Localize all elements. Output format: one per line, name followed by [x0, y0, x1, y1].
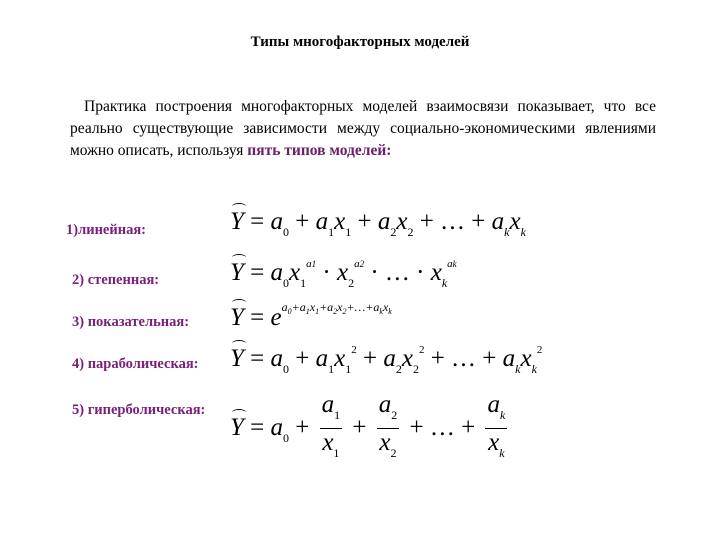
- intro-highlight: пять типов моделей:: [247, 142, 392, 159]
- model-label-parabolic: 4) параболическая:: [72, 356, 199, 372]
- intro-text: Практика построения многофакторных моделей взаимосвязи показывает, что все реально существующие зависимости между социально-экономическими явлениями можно описать, используя: [70, 98, 656, 159]
- slide-title: Типы многофакторных моделей: [250, 34, 470, 50]
- model-label-hyperbolic: 5) гиперболическая:: [72, 402, 206, 418]
- formula-power: $Y = a_0x_1^{a1} \cdot x_2^{a2}$ · … · $x_k^{ak}$: [230, 258, 457, 290]
- model-label-exponential: 3) показательная:: [72, 314, 190, 330]
- formula-exponential: $Y = e^{a_0+a_1x_1+a_2x_2+\dots+a_kx_k}$: [230, 300, 392, 331]
- model-label-linear: 1)линейная:: [66, 222, 146, 238]
- model-label-power: 2) степенная:: [72, 272, 160, 288]
- formula-linear: $Y = a_0 + a_1x_1 + a_2x_2$ + … + $a_kx_k$: [230, 208, 526, 239]
- intro-paragraph: [70, 96, 656, 162]
- formula-parabolic: $Y = a_0 + a_1x_1^2 + a_2x_2^2$ + … + $a_kx_k^2$: [230, 344, 543, 376]
- formula-hyperbolic: $Y = a_0$ + $\frac{a_1}{x_1}$ + $\frac{a_2}{x_2}$ + … + $\frac{a_k}{x_k}$: [230, 391, 506, 460]
